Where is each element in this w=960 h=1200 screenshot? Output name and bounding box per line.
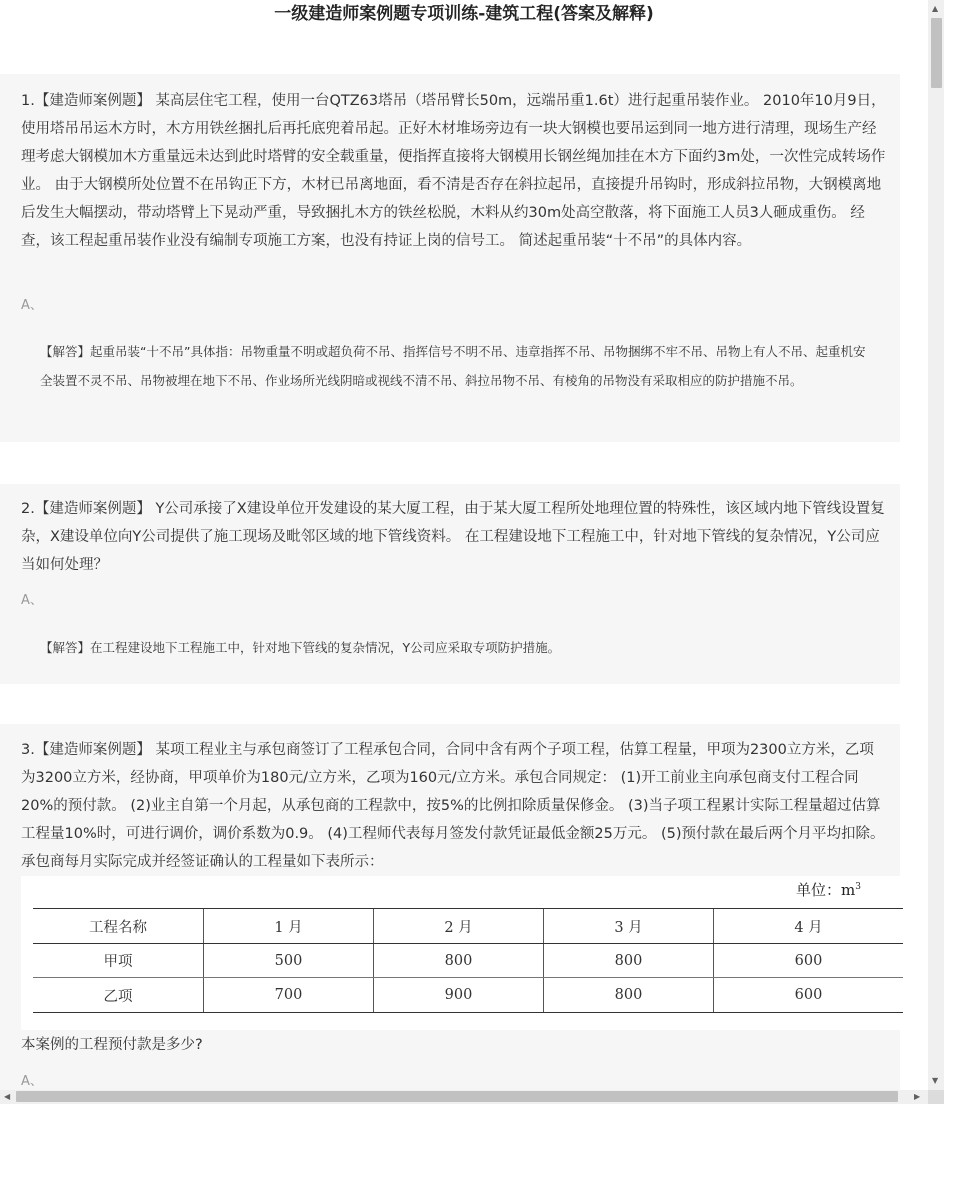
table-header-cell: 1 月 <box>204 909 374 944</box>
table-header-row <box>33 909 903 944</box>
table-cell: 800 <box>544 978 714 1013</box>
vertical-scrollbar[interactable] <box>928 0 944 1090</box>
question-card-2 <box>0 484 900 684</box>
table-row <box>33 978 903 1013</box>
question-card-3 <box>0 724 900 1090</box>
workload-table <box>33 908 903 1013</box>
vertical-scrollbar-thumb[interactable] <box>931 18 942 88</box>
page-title: 一级建造师案例题专项训练-建筑工程(答案及解释) <box>274 4 654 24</box>
table-header-cell: 3 月 <box>544 909 714 944</box>
table-cell: 900 <box>374 978 544 1013</box>
scroll-down-arrow-icon[interactable]: ▼ <box>932 1076 939 1085</box>
answer-explanation: 【解答】在工程建设地下工程施工中，针对地下管线的复杂情况，Y公司应采取专项防护措施。 <box>40 640 561 655</box>
question-text: 2.【建造师案例题】 Y公司承接了X建设单位开发建设的某大厦工程，由于某大厦工程所处地理位置的特殊性，该区域内地下管线设置复杂，X建设单位向Y公司提供了施工现场及毗邻区域的地下管线资料。 在工程建设地下工程施工中，针对地下管线的复杂情况，Y公司应当如何处理？ <box>21 501 885 573</box>
scrollbar-corner <box>928 1090 944 1104</box>
scroll-right-arrow-icon[interactable]: ▶ <box>914 1092 921 1101</box>
option-a: A、 <box>21 298 43 313</box>
table-cell: 800 <box>544 944 714 978</box>
horizontal-scrollbar-thumb[interactable] <box>16 1091 898 1102</box>
question-text: 3.【建造师案例题】 某项工程业主与承包商签订了工程承包合同，合同中含有两个子项工程，估算工程量，甲项为2300立方米，乙项为3200立方米，经协商，甲项单价为180元/立方米，乙项为160元/立方米。承包合同规定： (1)开工前业主向承包商支付工程合同20%的预付款。 (2)业主自第一个月起，从承包商的工程款中，按5%的比例扣除质量保修金。 (3)当子项工程累计实际工程量超过估算工程量10%时，可进行调价，调价系数为0.9。 (4)工程师代表每月签发付款凭证最低金额25万元。 (5)预付款在最后两个月平均扣除。 承包商每月实际完成并经签证确认的工程量如下表所示： <box>21 742 885 870</box>
question-prompt: 本案例的工程预付款是多少? <box>21 1037 203 1053</box>
table-header-cell: 4 月 <box>714 909 904 944</box>
question-text: 1.【建造师案例题】 某高层住宅工程，使用一台QTZ63塔吊（塔吊臂长50m，远端吊重1.6t）进行起重吊装作业。 2010年10月9日，使用塔吊吊运木方时，木方用铁丝捆扎后再托底兜着吊起。正好木材堆场旁边有一块大钢模也要吊运到同一地方进行清理，现场生产经理考虑大钢模加木方重量远未达到此时塔臂的安全载重量，便指挥直接将大钢模用长钢丝绳加挂在木方下面约3m处，一次性完成转场作业。 由于大钢模所处位置不在吊钩正下方，木材已吊离地面，看不清是否存在斜拉起吊，直接提升吊钩时，形成斜拉吊物，大钢模离地后发生大幅摆动，带动塔臂上下晃动严重，导致捆扎木方的铁丝松脱，木料从约30m处高空散落，将下面施工人员3人砸成重伤。 经查，该工程起重吊装作业没有编制专项施工方案，也没有持证上岗的信号工。 简述起重吊装“十不吊”的具体内容。 <box>21 93 886 249</box>
table-cell: 乙项 <box>33 978 204 1013</box>
scroll-left-arrow-icon[interactable]: ◀ <box>4 1092 11 1101</box>
option-a: A、 <box>21 593 43 608</box>
table-unit-label: 单位：$m^3$ <box>796 881 861 899</box>
table-cell: 甲项 <box>33 944 204 978</box>
workload-table-figure <box>21 876 900 1030</box>
table-cell: 500 <box>204 944 374 978</box>
answer-explanation: 【解答】起重吊装“十不吊”具体指：吊物重量不明或超负荷不吊、指挥信号不明不吊、违章指挥不吊、吊物捆绑不牢不吊、吊物上有人不吊、起重机安全装置不灵不吊、吊物被埋在地下不吊、作业场所光线阴暗或视线不清不吊、斜拉吊物不吊、有棱角的吊物没有采取相应的防护措施不吊。 <box>40 344 866 388</box>
table-header-cell: 2 月 <box>374 909 544 944</box>
table-cell: 700 <box>204 978 374 1013</box>
option-a: A、 <box>21 1074 43 1089</box>
table-cell: 600 <box>714 944 904 978</box>
question-card-1 <box>0 74 900 442</box>
table-cell: 800 <box>374 944 544 978</box>
table-header-cell: 工程名称 <box>33 909 204 944</box>
table-cell: 600 <box>714 978 904 1013</box>
table-row <box>33 944 903 978</box>
scroll-up-arrow-icon[interactable]: ▲ <box>932 4 939 13</box>
